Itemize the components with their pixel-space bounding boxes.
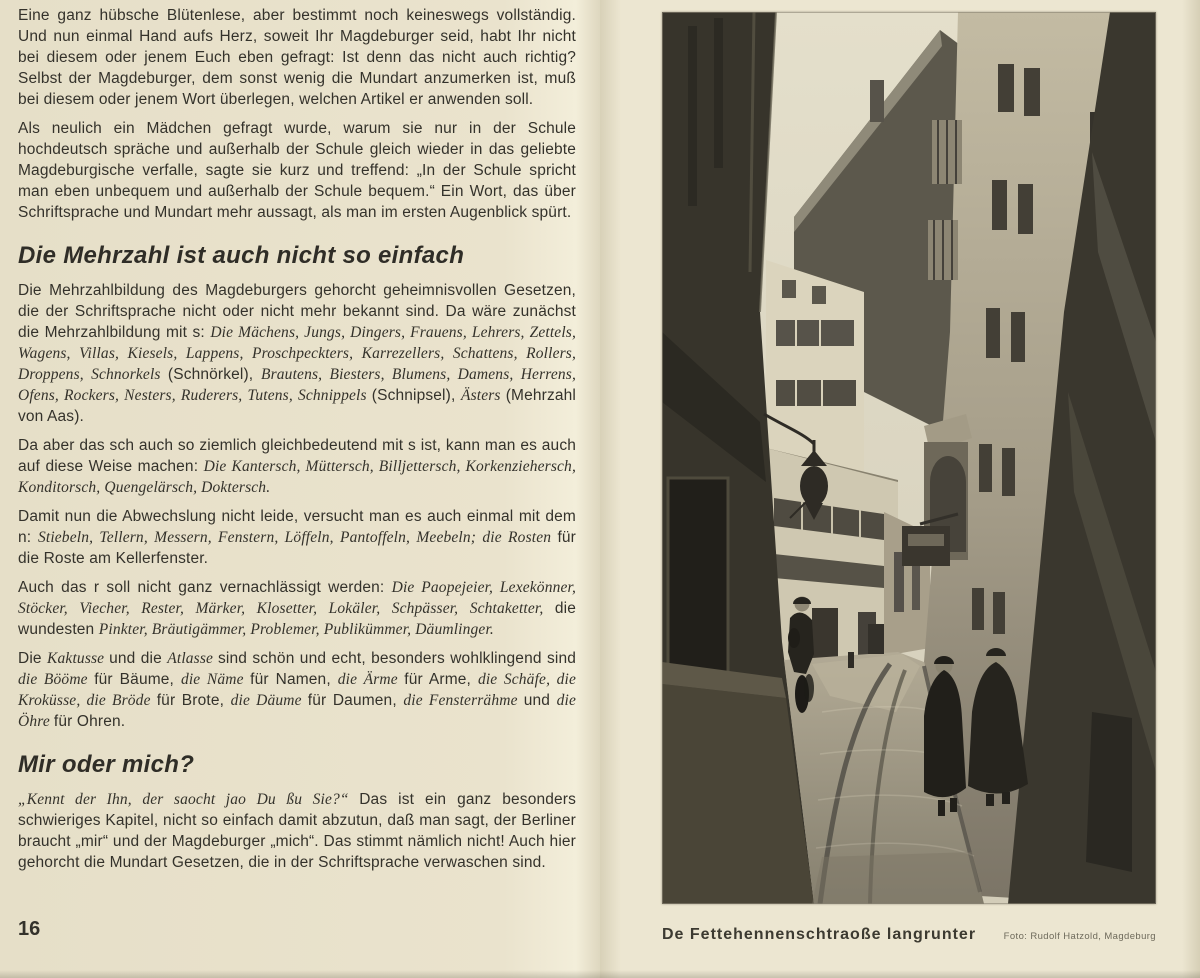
dialect-words: Die Paopejeier, Lexekönner, Stöcker, Viecher, Rester, Märker, Klosetter, Lokäler, Schpässer, Schtaketter, xyxy=(18,579,577,617)
dialect-words: die Näme xyxy=(180,671,251,688)
paragraph xyxy=(18,506,576,569)
body-text: für Namen, xyxy=(250,671,338,688)
dialect-words: Kaktusse xyxy=(47,650,110,667)
dialect-words: Atlasse xyxy=(167,650,218,667)
right-page xyxy=(600,0,1200,978)
body-text: Als neulich ein Mädchen gefragt wurde, warum sie nur in der Schule hochdeutsch spräche und außerhalb der Schule gleich wieder in das geliebte Magdeburgische verfalle, sagte sie kurz und treffend: „In der Schule spricht man eben unbequem und außerhalb der Schule bequem.“ Ein Wort, das über Schriftsprache und Mundart mehr aussagt, als man im ersten Augenblick spürt. xyxy=(18,120,576,221)
body-text: (Mehrzahl von Aas). xyxy=(18,387,576,425)
body-text: Die xyxy=(18,650,48,667)
dialect-words: die Däume xyxy=(230,692,308,709)
dialect-words: Pinkter, Bräutigämmer, Problemer, Publikümmer, Däumlinger. xyxy=(98,621,494,638)
paragraph xyxy=(18,577,576,640)
body-text: Das ist ein ganz besonders schwieriges Kapitel, nicht so einfach damit abzutun, daß man sagt, der Berliner braucht „mir“ und der Magdeburger „mich“. Das stimmt nämlich nicht! Auch hier gehorcht die Mundart Gesetzen, die in der Schriftsprache verwaschen sind. xyxy=(18,791,576,871)
body-text: für Arme, xyxy=(404,671,478,688)
dialect-words: Brautens, Biesters, Blumens, Damens, Herrens, Ofens, Rockers, Nesters, Ruderers, Tutens, Schnippels xyxy=(18,366,576,404)
body-text: und xyxy=(523,692,557,709)
street-photo xyxy=(662,12,1156,904)
paragraph xyxy=(18,118,576,223)
dialect-words: die Schäfe, die Kroküsse, die Bröde xyxy=(18,671,576,709)
body-text: (Schnipsel), xyxy=(371,387,461,404)
bottom-shade xyxy=(0,970,1200,978)
body-text: für die Roste am Kellerfenster. xyxy=(18,529,576,567)
body-text: für Daumen, xyxy=(307,692,404,709)
paragraph xyxy=(18,5,576,110)
body-text: und die xyxy=(109,650,168,667)
photo-credit: Foto: Rudolf Hatzold, Magdeburg xyxy=(1003,931,1156,942)
body-text: Auch das r soll nicht ganz vernachlässigt werden: xyxy=(18,579,392,596)
dialect-words: „Kennt der Ihn, der saocht jao Du ßu Sie?“ xyxy=(18,791,360,808)
caption-row xyxy=(662,926,1156,944)
text-column xyxy=(18,5,576,881)
dialect-words: Stiebeln, Tellern, Messern, Fenstern, Löffeln, Pantoffeln, Meebeln; die Rosten xyxy=(37,529,558,546)
paragraph xyxy=(18,789,576,873)
body-text: für Ohren. xyxy=(53,713,126,730)
body-text: Die Mehrzahl ist auch nicht so einfach xyxy=(18,242,465,269)
body-text: für Brote, xyxy=(156,692,231,709)
body-text: Damit nun die Abwechslung nicht leide, versucht man es auch einmal mit dem n: xyxy=(18,508,576,546)
body-text: die wundesten xyxy=(18,600,576,638)
photo-caption: De Fettehennenschtraoße langrunter xyxy=(662,926,977,943)
dialect-words: Die Mächens, Jungs, Dingers, Frauens, Lehrers, Zettels, Wagens, Villas, Kiesels, Lappens, Proschpeckters, Karrezellers, Schattens, Rollers, Droppens, Schnorkels xyxy=(18,324,576,383)
dialect-words: die Ärme xyxy=(337,671,405,688)
paragraph xyxy=(18,280,576,427)
paragraph xyxy=(18,648,576,732)
dialect-words: die Bööme xyxy=(18,671,95,688)
street-photo-graphic xyxy=(662,12,1156,904)
body-text: Die Mehrzahlbildung des Magdeburgers gehorcht geheimnisvollen Gesetzen, die der Schriftsprache nicht oder nicht mehr bekannt sind. Da wäre zunächst die Mehrzahlbildung mit s: xyxy=(18,282,576,341)
body-text: sind schön und echt, besonders wohlklingend sind xyxy=(217,650,576,667)
body-text: (Schnörkel), xyxy=(167,366,261,383)
body-text: für Bäume, xyxy=(94,671,181,688)
dialect-words: die Öhre xyxy=(18,692,576,730)
section-heading xyxy=(18,751,576,778)
dialect-words: Ästers xyxy=(460,387,506,404)
body-text: Mir oder mich? xyxy=(18,751,195,778)
dialect-words: die Fensterrähme xyxy=(403,692,524,709)
section-heading xyxy=(18,242,576,269)
paragraph xyxy=(18,435,576,498)
page-number: 16 xyxy=(18,918,41,940)
dialect-words: Die Kantersch, Müttersch, Billjettersch, Korkenziehersch, Konditorsch, Quengelärsch, Doktersch. xyxy=(18,458,576,496)
body-text: Da aber das sch auch so ziemlich gleichbedeutend mit s ist, kann man es auch auf diese Weise machen: xyxy=(18,437,576,475)
body-text: Eine ganz hübsche Blütenlese, aber bestimmt noch keineswegs vollständig. Und nun einmal Hand aufs Herz, soweit Ihr Magdeburger seid, habt Ihr nicht bei diesem oder jenem Euch eben gefragt: Ist denn das nicht auch richtig? Selbst der Magdeburger, dem sonst wenig die Mundart anzumerken ist, muß bei diesem oder jenem Wort überlegen, welchen Artikel er anwenden soll. xyxy=(18,7,576,108)
